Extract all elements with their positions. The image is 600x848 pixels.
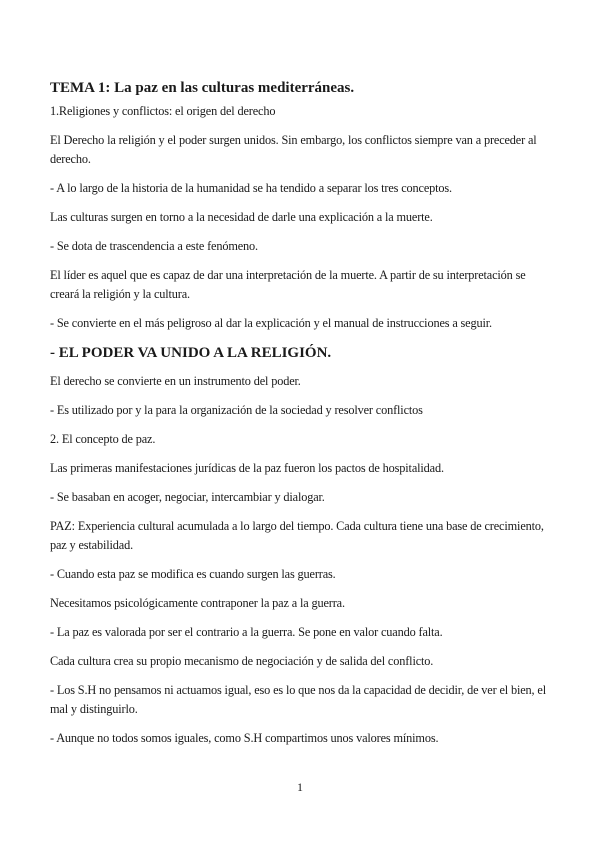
paragraph: - Se dota de trascendencia a este fenómeno. xyxy=(50,239,258,253)
paragraph: El Derecho la religión y el poder surgen unidos. Sin embargo, los conflictos siempre van a preceder al derecho. xyxy=(50,133,537,166)
paragraph: Cada cultura crea su propio mecanismo de negociación y de salida del conflicto. xyxy=(50,654,434,668)
page-number: 1 xyxy=(297,780,303,794)
paragraph: El derecho se convierte en un instrumento del poder. xyxy=(50,374,301,388)
document-body xyxy=(50,78,552,758)
paragraph: - Aunque no todos somos iguales, como S.H compartimos unos valores mínimos. xyxy=(50,731,439,745)
paragraph: - Se basaban en acoger, negociar, intercambiar y dialogar. xyxy=(50,490,325,504)
paragraph: - A lo largo de la historia de la humanidad se ha tendido a separar los tres conceptos. xyxy=(50,181,452,195)
page-title: TEMA 1: La paz en las culturas mediterráneas. xyxy=(50,80,355,96)
paragraph: - Se convierte en el más peligroso al dar la explicación y el manual de instrucciones a seguir. xyxy=(50,316,492,330)
paragraph: Necesitamos psicológicamente contraponer la paz a la guerra. xyxy=(50,596,345,610)
bold-heading: - EL PODER VA UNIDO A LA RELIGIÓN. xyxy=(50,345,332,361)
paragraph: Las culturas surgen en torno a la necesidad de darle una explicación a la muerte. xyxy=(50,210,433,224)
paragraph: - Los S.H no pensamos ni actuamos igual, eso es lo que nos da la capacidad de decidir, de ver el bien, el mal y distinguirlo. xyxy=(50,683,546,716)
section-heading-1: 1.Religiones y conflictos: el origen del derecho xyxy=(50,104,276,118)
paragraph: El líder es aquel que es capaz de dar una interpretación de la muerte. A partir de su interpretación se creará la religión y la cultura. xyxy=(50,268,526,301)
paragraph: Las primeras manifestaciones jurídicas de la paz fueron los pactos de hospitalidad. xyxy=(50,461,444,475)
paragraph: - Es utilizado por y la para la organización de la sociedad y resolver conflictos xyxy=(50,403,423,417)
paragraph: PAZ: Experiencia cultural acumulada a lo largo del tiempo. Cada cultura tiene una base de crecimiento, paz y estabilidad. xyxy=(50,519,544,552)
section-heading-2: 2. El concepto de paz. xyxy=(50,432,156,446)
paragraph: - La paz es valorada por ser el contrario a la guerra. Se pone en valor cuando falta. xyxy=(50,625,443,639)
paragraph: - Cuando esta paz se modifica es cuando surgen las guerras. xyxy=(50,567,336,581)
